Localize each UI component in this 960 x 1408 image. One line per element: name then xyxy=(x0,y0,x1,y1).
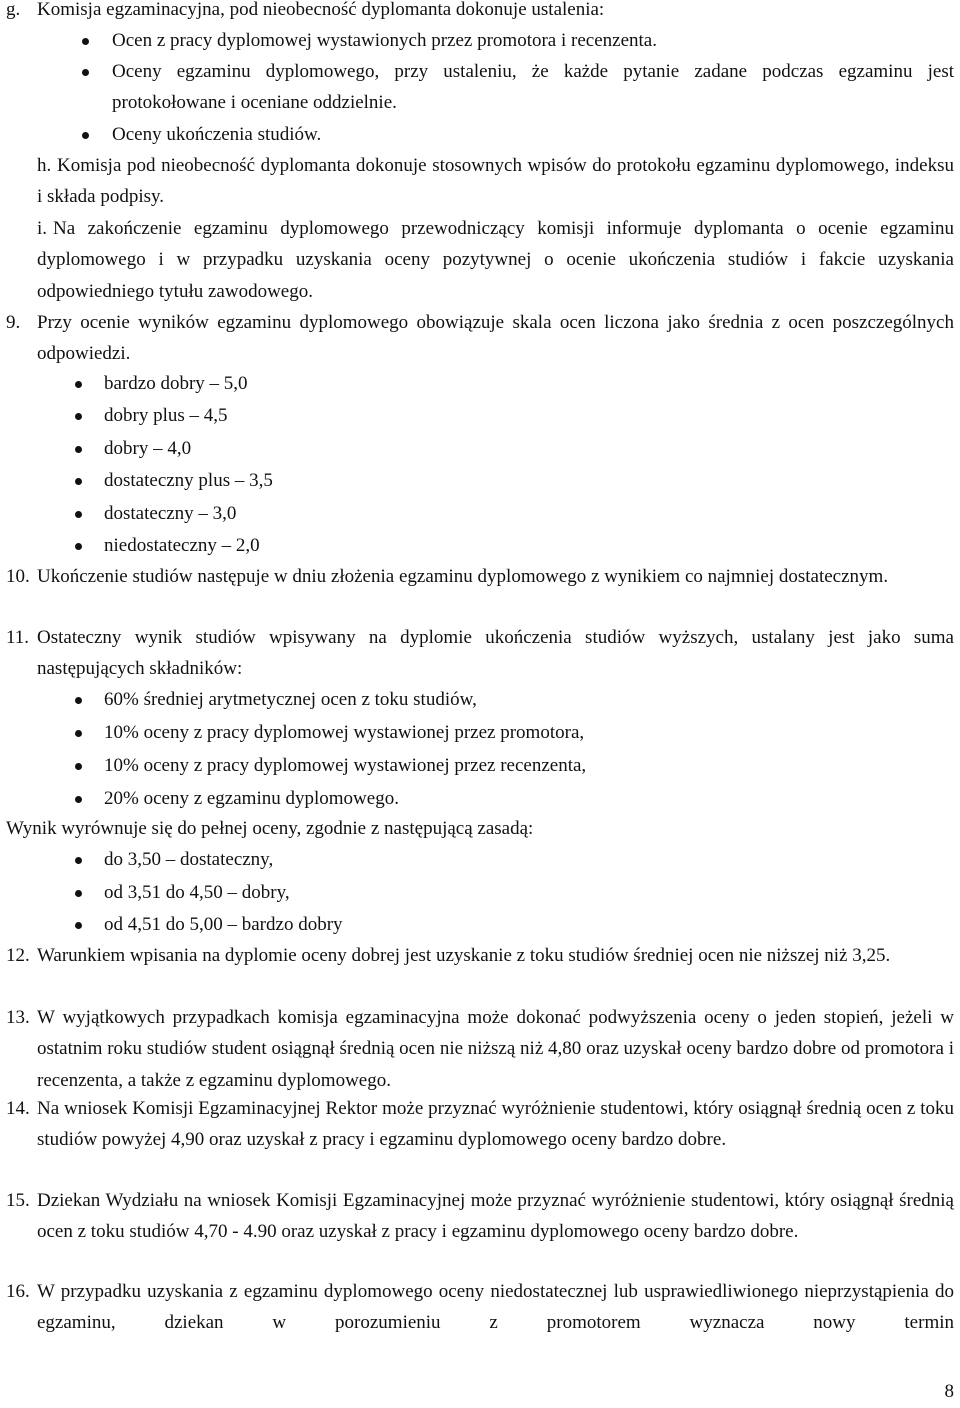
item-text: W przypadku uzyskania z egzaminu dyplomowego oceny niedostatecznej lub usprawiedliwionego nieprzystąpienia do egzaminu, dziekan w porozumieniu z promotorem wyznacza nowy termin xyxy=(37,1281,954,1334)
item-marker: 14. xyxy=(6,1098,30,1119)
bullet-icon xyxy=(75,857,82,864)
bullet-item: dobry – 4,0 xyxy=(104,438,192,459)
item-text: W wyjątkowych przypadkach komisja egzaminacyjna może dokonać podwyższenia oceny o jeden stopień, jeżeli w ostatnim roku studiów student osiągnął średnią ocen nie niższą niż 4,80 oraz uzyskał oceny bardzo dobre od promotora i recenzenta, a także z egzaminu dyplomowego. xyxy=(37,1007,954,1091)
bullet-icon xyxy=(75,446,82,453)
bullet-item: bardzo dobry – 5,0 xyxy=(104,373,248,394)
paragraph-text: Wynik wyrównuje się do pełnej oceny, zgodnie z następującą zasadą: xyxy=(6,818,534,839)
item-text: Dziekan Wydziału na wniosek Komisji Egzaminacyjnej może przyznać wyróżnienie studentowi, który osiągnął średnią ocen z toku studiów 4,70 - 4.90 oraz uzyskał z pracy i egzaminu dyplomowego oceny bardzo dobre. xyxy=(37,1190,954,1243)
item-marker: 16. xyxy=(6,1281,30,1302)
item-text: Ukończenie studiów następuje w dniu złożenia egzaminu dyplomowego z wynikiem co najmniej dostatecznym. xyxy=(37,566,889,587)
bullet-item: dostateczny – 3,0 xyxy=(104,503,237,524)
item-marker: h. xyxy=(37,155,52,176)
bullet-icon xyxy=(75,413,82,420)
bullet-icon xyxy=(82,132,89,139)
item-marker: g. xyxy=(6,0,21,20)
bullet-icon xyxy=(75,697,82,704)
bullet-item: Oceny egzaminu dyplomowego, przy ustaleniu, że każde pytanie zadane podczas egzaminu jest protokołowane i oceniane oddzielnie. xyxy=(112,61,954,114)
item-marker: 10. xyxy=(6,566,30,587)
item-marker: 9. xyxy=(6,312,21,333)
bullet-icon xyxy=(82,38,89,45)
item-text: Na wniosek Komisji Egzaminacyjnej Rektor może przyznać wyróżnienie studentowi, który osiągnął średnią ocen z toku studiów powyżej 4,90 oraz uzyskał z pracy i egzaminu dyplomowego oceny bardzo dobre. xyxy=(37,1098,954,1151)
bullet-icon xyxy=(75,381,82,388)
page-number: 8 xyxy=(944,1381,954,1402)
bullet-item: Ocen z pracy dyplomowej wystawionych przez promotora i recenzenta. xyxy=(112,30,657,51)
bullet-icon xyxy=(75,478,82,485)
bullet-item: 20% oceny z egzaminu dyplomowego. xyxy=(104,788,399,809)
bullet-item: Oceny ukończenia studiów. xyxy=(112,124,322,145)
bullet-item: 60% średniej arytmetycznej ocen z toku studiów, xyxy=(104,689,477,710)
item-text: Warunkiem wpisania na dyplomie oceny dobrej jest uzyskanie z toku studiów średniej ocen nie niższej niż 3,25. xyxy=(37,945,891,966)
bullet-icon xyxy=(75,763,82,770)
item-text: Komisja pod nieobecność dyplomanta dokonuje stosownych wpisów do protokołu egzaminu dyplomowego, indeksu i składa podpisy. xyxy=(37,155,954,208)
item-text: Ostateczny wynik studiów wpisywany na dyplomie ukończenia studiów wyższych, ustalany jest jako suma następujących składników: xyxy=(37,627,954,680)
item-text: Komisja egzaminacyjna, pod nieobecność dyplomanta dokonuje ustalenia: xyxy=(37,0,605,20)
bullet-icon xyxy=(82,69,89,76)
bullet-icon xyxy=(75,922,82,929)
bullet-item: od 3,51 do 4,50 – dobry, xyxy=(104,882,290,903)
bullet-item: dostateczny plus – 3,5 xyxy=(104,470,273,491)
item-marker: 13. xyxy=(6,1007,30,1028)
bullet-item: od 4,51 do 5,00 – bardzo dobry xyxy=(104,914,343,935)
item-marker: 15. xyxy=(6,1190,30,1211)
bullet-icon xyxy=(75,543,82,550)
bullet-icon xyxy=(75,796,82,803)
bullet-icon xyxy=(75,890,82,897)
bullet-item: niedostateczny – 2,0 xyxy=(104,535,260,556)
bullet-item: 10% oceny z pracy dyplomowej wystawionej przez promotora, xyxy=(104,722,585,743)
bullet-item: do 3,50 – dostateczny, xyxy=(104,849,274,870)
bullet-icon xyxy=(75,511,82,518)
bullet-icon xyxy=(75,730,82,737)
item-marker: i. xyxy=(37,218,48,239)
bullet-item: dobry plus – 4,5 xyxy=(104,405,228,426)
item-text: Przy ocenie wyników egzaminu dyplomowego obowiązuje skala ocen liczona jako średnia z ocen poszczególnych odpowiedzi. xyxy=(37,312,954,365)
item-marker: 12. xyxy=(6,945,30,966)
item-text: Na zakończenie egzaminu dyplomowego przewodniczący komisji informuje dyplomanta o ocenie egzaminu dyplomowego i w przypadku uzyskania oceny pozytywnej o ocenie ukończenia studiów i fakcie uzyskania odpowiedniego tytułu zawodowego. xyxy=(37,218,954,302)
item-marker: 11. xyxy=(6,627,30,648)
bullet-item: 10% oceny z pracy dyplomowej wystawionej przez recenzenta, xyxy=(104,755,587,776)
